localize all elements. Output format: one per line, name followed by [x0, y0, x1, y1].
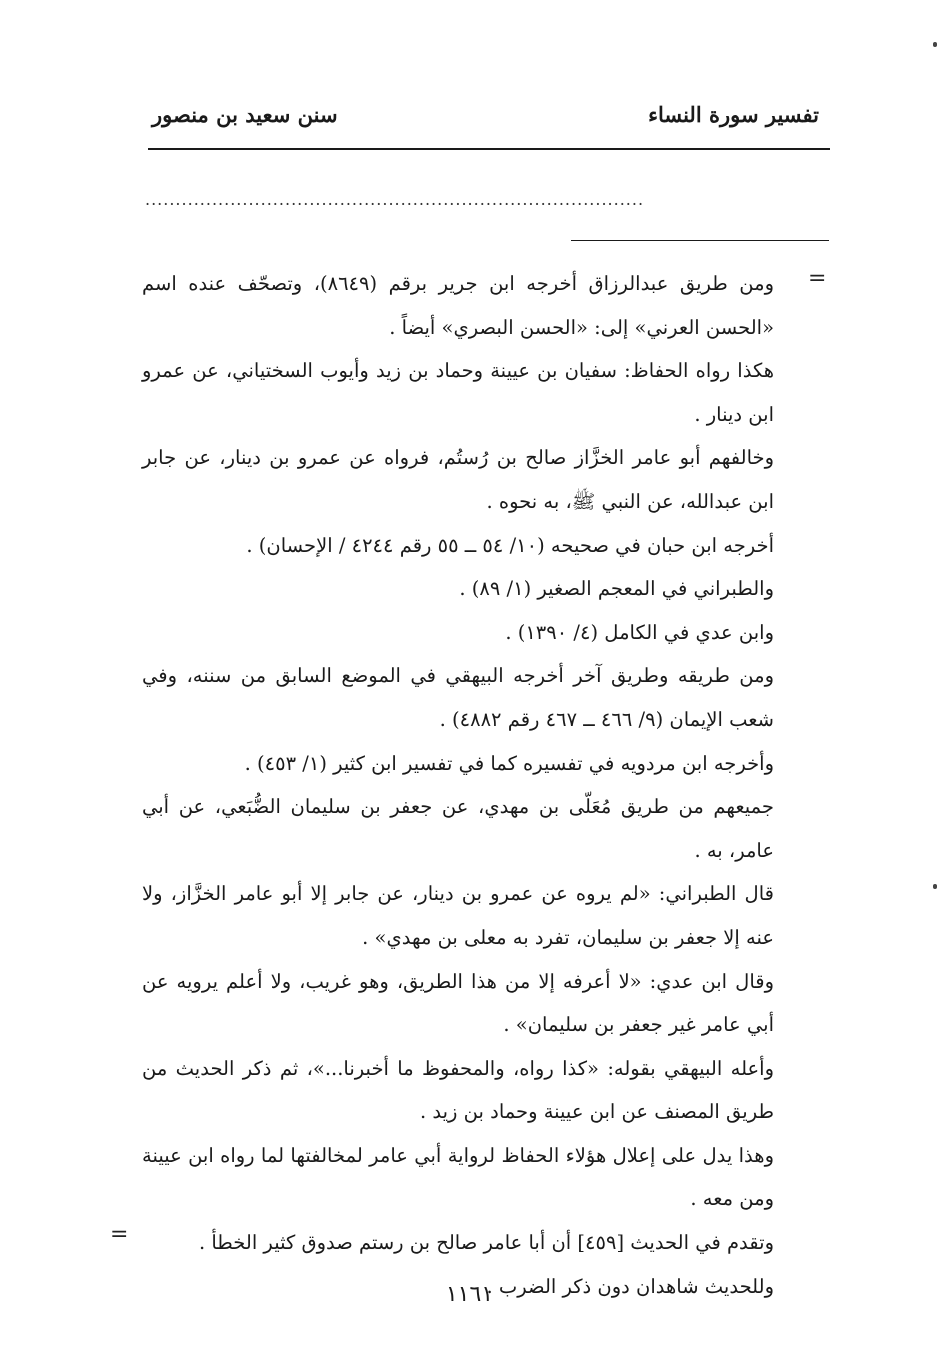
separator-dots: ..................................................................................: [145, 190, 645, 209]
paragraph: وخالفهم أبو عامر الخزَّاز صالح بن رُستُم، فرواه عن عمرو بن دينار، عن جابر ابن عبدالله، عن النبي ﷺ، به نحوه .: [142, 446, 774, 513]
paragraph: والطبراني في المعجم الصغير (١/ ٨٩) .: [459, 577, 774, 601]
scan-speck: [933, 884, 937, 889]
paragraph: وقال ابن عدي: «لا أعرفه إلا من هذا الطريق، وهو غريب، ولا أعلم يرويه عن أبي عامر غير جعفر بن سليمان» .: [142, 969, 774, 1037]
header-chapter-title: تفسير سورة النساء: [648, 102, 819, 127]
paragraph: وأعله البيهقي بقوله: «كذا رواه، والمحفوظ ما أخبرنا...»، ثم ذكر الحديث من طريق المصنف عن ابن عيينة وحماد بن زيد .: [142, 1056, 774, 1124]
paragraph: جميعهم من طريق مُعَلّى بن مهدي، عن جعفر بن سليمان الضُّبَعي، عن أبي عامر، به .: [142, 795, 774, 862]
scan-speck: [933, 42, 937, 47]
continuation-mark-bottom: =: [110, 1222, 129, 1247]
footnote-rule: [571, 240, 829, 241]
paragraph: وأخرجه ابن مردويه في تفسيره كما في تفسير ابن كثير (١/ ٤٥٣) .: [244, 751, 774, 775]
paragraph: وابن عدي في الكامل (٤/ ١٣٩٠) .: [505, 620, 774, 644]
header-rule: [148, 148, 830, 150]
header-book-title: سنن سعيد بن منصور: [152, 102, 338, 127]
continuation-mark-top: =: [808, 266, 827, 291]
paragraph: وتقدم في الحديث [٤٥٩] أن أبا عامر صالح بن رستم صدوق كثير الخطأ .: [198, 1231, 774, 1255]
paragraph: وللحديث شاهدان دون ذكر الضرب .: [486, 1274, 774, 1298]
paragraph: وهذا يدل على إعلال هؤلاء الحفاظ لرواية أبي عامر لمخالفتها لما رواه ابن عيينة ومن معه .: [142, 1143, 774, 1211]
page-number: ١١٦١: [445, 1282, 494, 1307]
footnote-body: [142, 262, 774, 1308]
paragraph: هكذا رواه الحفاظ: سفيان بن عيينة وحماد بن زيد وأيوب السختياني، عن عمرو ابن دينار .: [142, 359, 774, 426]
paragraph: ومن طريق عبدالرزاق أخرجه ابن جرير برقم (٨٦٤٩)، وتصحّف عنده اسم «الحسن العرني» إلى: «الحسن البصري» أيضاً .: [142, 272, 774, 339]
paragraph: أخرجه ابن حبان في صحيحه (١٠/ ٥٤ ــ ٥٥ رقم ٤٢٤٤ / الإحسان) .: [246, 533, 774, 557]
paragraph: ومن طريقه وطريق آخر أخرجه البيهقي في الموضع السابق من سننه، وفي شعب الإيمان (٩/ ٤٦٦ ــ ٤٦٧ رقم ٤٨٨٢) .: [142, 664, 774, 731]
paragraph: قال الطبراني: «لم يروه عن عمرو بن دينار، عن جابر إلا أبو عامر الخزَّاز، ولا عنه إلا جعفر بن سليمان، تفرد به معلى بن مهدي» .: [142, 882, 774, 949]
